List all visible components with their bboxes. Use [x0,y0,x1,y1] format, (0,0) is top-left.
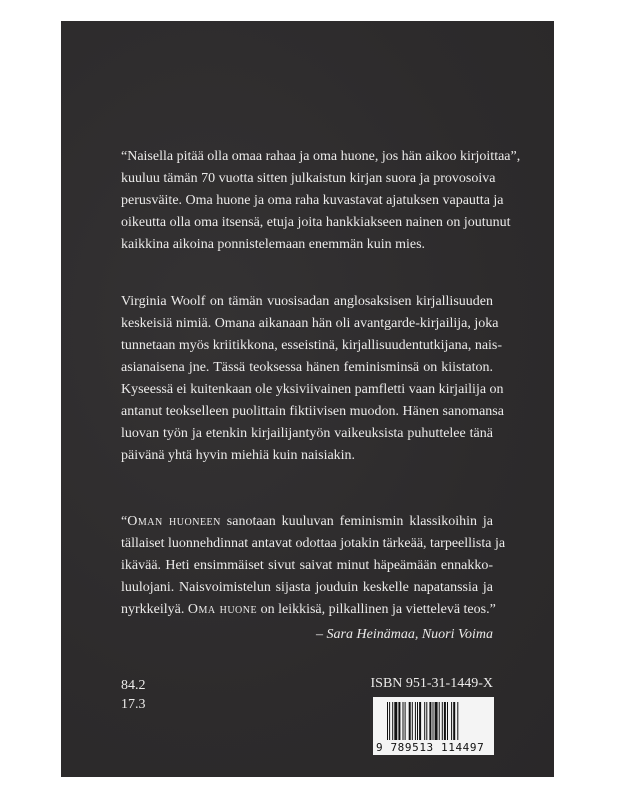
text-line [121,357,493,379]
text-segment: on leikkisä, pilkallinen ja viettelevä teos.” [257,602,496,617]
text-line [121,335,503,357]
classification-codes [121,676,146,714]
barcode-bar [444,702,446,740]
barcode-bar [442,702,443,740]
review-quote [121,511,506,621]
barcode-bar [398,702,400,740]
class-code: 84.2 [121,678,146,693]
class-code: 17.3 [121,697,146,712]
barcode-bar [417,702,418,740]
barcode-bar [447,702,448,740]
book-title-smallcaps: Oma huone [187,602,258,617]
barcode-bar [424,702,425,740]
barcode-bar [409,702,411,740]
text-segment: luovan työn ja etenkin kirjailijantyön vaikeuksista puhuttelee tänä [121,426,493,441]
barcode-bar [453,702,455,740]
barcode-bar [451,702,452,740]
isbn-label: ISBN 951-31-1449-X [370,676,493,691]
text-segment: antanut teokselleen puolittain fiktiivisen muodon. Hänen sanomansa [121,404,504,419]
barcode-bar [435,702,438,740]
barcode-bar [387,702,388,740]
text-segment: sanotaan kuuluvan feminismin klassikoihin ja [220,514,493,529]
barcode-bar [457,702,458,740]
barcode-bar [426,702,427,740]
text-segment: kuuluu tämän 70 vuotta sitten julkaistun kirjan suora ja provosoiva [121,171,496,186]
barcode-bar [394,702,397,740]
barcode-bar [419,702,421,740]
barcode-bar [415,702,416,740]
text-line [121,379,504,401]
barcode [373,697,494,755]
text-segment: Kyseessä ei kuitenkaan ole yksiviivainen pamfletti vaan kirjailija on [121,382,504,397]
text-line [121,423,493,445]
quote-attribution: – Sara Heinämaa, Nuori Voima [316,627,493,642]
text-line [121,401,504,423]
text-segment: Virginia Woolf on tämän vuosisadan anglosaksisen kirjallisuuden [121,294,493,309]
text-line [121,212,511,234]
text-line [121,599,496,621]
text-segment: luulojani. Naisvoimistelun sijasta jouduin keskelle napatanssia ja [121,580,493,595]
text-segment: “Naisella pitää olla omaa rahaa ja oma huone, jos hän aikoo kirjoittaa”, [121,149,521,164]
text-segment: ikävää. Heti ensimmäiset sivut saivat minut häpeämään ennakko- [121,558,493,573]
barcode-bar [439,702,440,740]
text-line [121,511,493,533]
text-segment: “ [121,514,128,529]
text-line [121,577,493,599]
text-line [121,313,499,335]
barcode-bar [429,702,431,740]
barcode-bar [389,702,390,740]
book-title-smallcaps: Oman huoneen [127,514,221,529]
text-segment: asianaisena jne. Tässä teoksessa hänen feminisminsä on kiistaton. [121,360,493,375]
text-segment: oikeutta olla oma itsensä, etuja joita hankkiakseen nainen on joutunut [121,215,511,230]
text-segment: tunnetaan myös kriitikkona, esseistinä, kirjallisuudentutkijana, nais- [121,338,503,353]
text-segment: tällaiset luonnehdinnat antavat odottaa jotakin tärkeää, tarpeellista ja [121,536,506,551]
text-line [121,146,521,168]
barcode-bar [405,702,406,740]
barcode-bar [433,702,434,740]
barcode-bar [392,702,393,740]
description-paragraph-2 [121,291,504,467]
text-line [121,234,493,256]
barcode-bar [412,702,413,740]
barcode-bar [403,702,404,740]
barcode-digits: 9 789513 114497 [376,741,485,754]
text-segment: keskeisiä nimiä. Omana aikanaan hän oli avantgarde-kirjailija, joka [121,316,499,331]
text-line [121,291,493,313]
text-segment: perusväite. Oma huone ja oma raha kuvastavat ajatuksen vapautta ja [121,193,504,208]
text-segment: kaikkina aikoina ponnistelemaan enemmän kuin mies. [121,237,426,252]
description-paragraph-1 [121,146,521,256]
text-segment: päivänä yhtä hyvin miehiä kuin naisiakin. [121,448,356,463]
text-line [121,445,493,467]
text-line [121,555,493,577]
text-line [121,190,504,212]
text-line [121,533,506,555]
text-segment: nyrkkeilyä. [121,602,188,617]
barcode-bars [387,702,488,740]
text-line [121,168,496,190]
